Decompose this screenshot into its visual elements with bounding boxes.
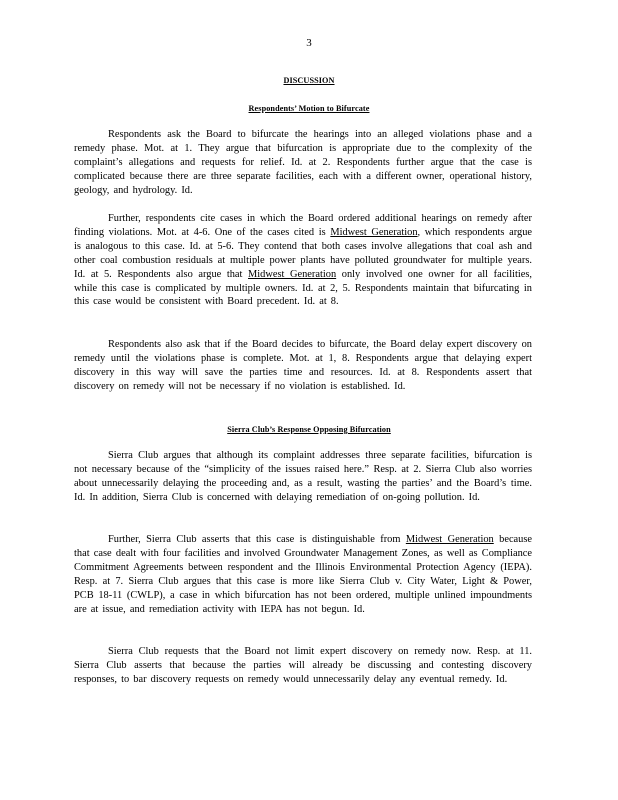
case-name-midwest-generation: Midwest Generation [248, 268, 337, 280]
paragraph-text: Further, Sierra Club asserts that this case is distinguishable from [108, 534, 406, 545]
paragraph-text: because that case dealt with four facilities and involved Groundwater Management Zones, as well as Compliance Commitment Agreements between respondent and the Illinois Environmental Protection Agency (IEPA). Resp. at 7. Sierra Club argues that this case is more like Sierra Club v. City Water, Light & Power, PCB 18-11 (CWLP), a case in which bifurcation has not been ordered, multiple unlined impoundments are at issue, and remediation activity with IEPA has not begun. Id. [74, 534, 533, 615]
case-name-midwest-generation: Midwest Generation [330, 226, 418, 238]
paragraph-sierra-discovery: Sierra Club requests that the Board not limit expert discovery on remedy now. Resp. at 11. Sierra Club asserts that because the parties will already be discussing and contesting discovery responses, to bar discovery requests on remedy would unnecessarily delay any eventual remedy. Id. [74, 646, 532, 685]
paragraph-expert-discovery: Respondents also ask that if the Board decides to bifurcate, the Board delay expert discovery on remedy until the violations phase is complete. Mot. at 1, 8. Respondents argue that delaying expert discovery in this way will save the parties time and resources. Id. at 8. Respondents assert that discovery on remedy will not be necessary if no violation is established. Id. [74, 339, 532, 392]
paragraph-sierra-distinguish [74, 533, 532, 616]
discussion-heading [0, 74, 618, 88]
paragraph-text: , which respondents argue is analogous to this case. Id. at 5-6. They contend that both cases involve allegations that coal ash and other coal combustion residuals at multiple power plants have polluted groundwater for multiple years. Id. at 5. Respondents also argue that [74, 226, 532, 280]
paragraph-sierra-simplicity: Sierra Club argues that although its complaint addresses three separate facilities, bifurcation is not necessary because of the “simplicity of the issues raised here.” Resp. at 2. Sierra Club also worries about unnecessarily delaying the proceeding and, as a result, wasting the parties’ and the Board’s time. Id. In addition, Sierra Club is concerned with delaying remediation of on-going pollution. Id. [74, 450, 532, 503]
paragraph-respondents-cases [74, 212, 532, 309]
sierra-response-heading-text: Sierra Club’s Response Opposing Bifurcation [227, 425, 391, 434]
page-number: 3 [306, 37, 312, 49]
paragraph-text: only involved one owner for all facilities, while this case is complicated by multiple owners. Id. at 2, 5. Respondents maintain that bifurcating in this case would be consistent with Board precedent. Id. at 8. [74, 268, 532, 308]
respondents-motion-heading-text: Respondents’ Motion to Bifurcate [248, 104, 370, 113]
paragraph-text: Further, respondents cite cases in which the Board ordered additional hearings on remedy after finding violations. Mot. at 4-6. One of the cases cited is [74, 213, 532, 238]
paragraph-respondents-bifurcate: Respondents ask the Board to bifurcate the hearings into an alleged violations phase and a remedy phase. Mot. at 1. They argue that bifurcation is appropriate due to the complexity of the complaint’s allegations and requests for relief. Id. at 2. Respondents further argue that the case is complicated because there are three separate facilities, each with a different owner, operational history, geology, and hydrology. Id. [74, 129, 532, 196]
discussion-heading-text: DISCUSSION [283, 76, 335, 85]
respondents-motion-heading [0, 102, 618, 116]
case-name-midwest-generation: Midwest Generation [405, 534, 494, 545]
sierra-response-heading [0, 423, 618, 437]
